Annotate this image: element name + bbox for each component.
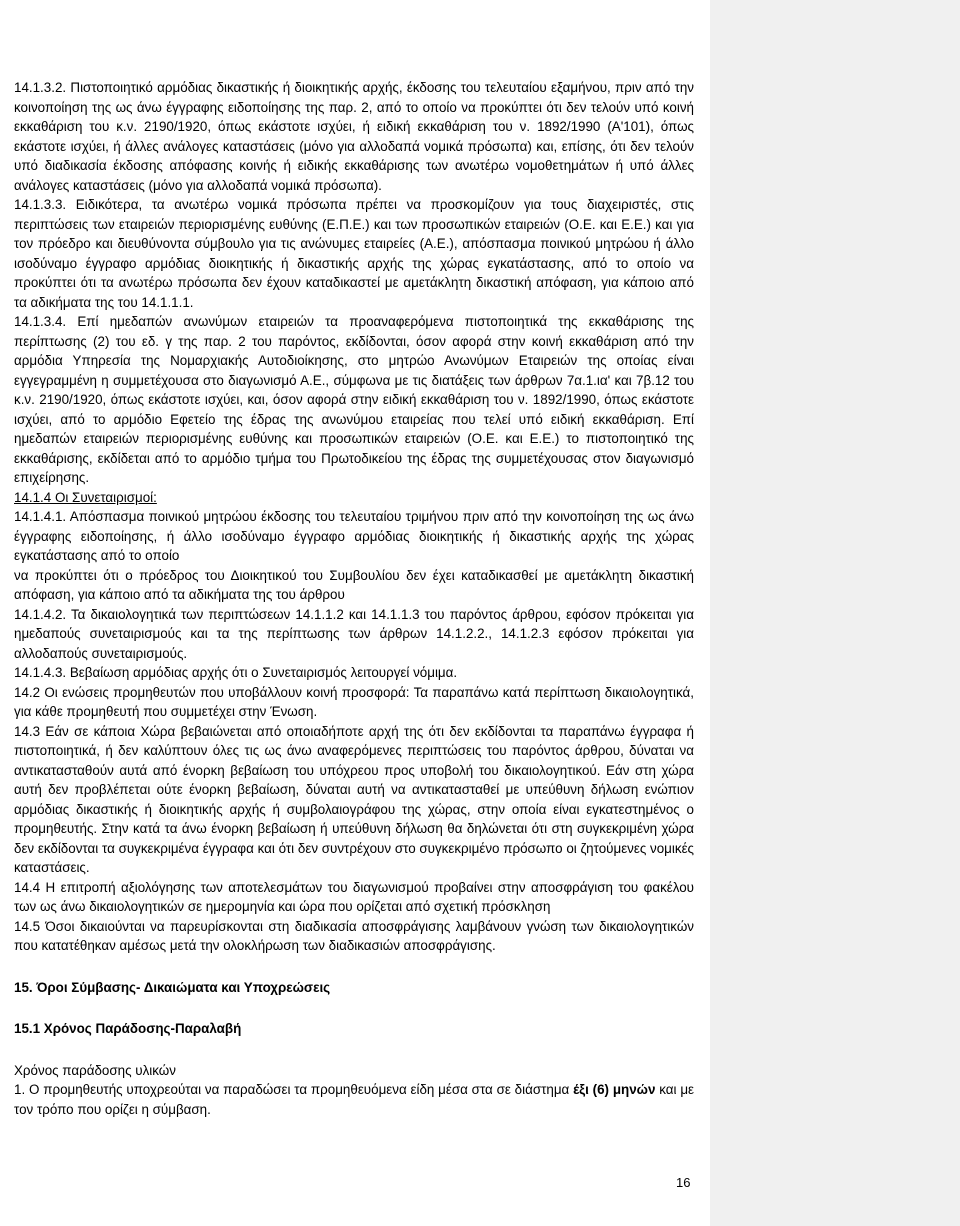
subheading-delivery-time: Χρόνος παράδοσης υλικών — [14, 1062, 176, 1078]
list-item-1-suffix: και με τον τρόπο που ορίζει η σύμβαση. — [14, 1082, 695, 1117]
paragraph-14-1-4-2: 14.1.4.2. Τα δικαιολογητικά των περιπτώσεων 14.1.1.2 και 14.1.1.3 του παρόντος άρθρου, εφόσον πρόκειται για ημεδαπούς συνεταιρισμούς και τα της περίπτωσης των άρθρων 14.1.2.2., 14.1.2.3 εφόσον πρόκειται για αλλοδαπούς συνεταιρισμούς. — [14, 606, 694, 661]
paragraph-14-1-4-1: 14.1.4.1. Απόσπασμα ποινικού μητρώου έκδοσης του τελευταίου τριμήνου πριν από την κοινοποίηση της ως άνω έγγραφης ειδοποίησης, ή άλλο ισοδύναμο έγγραφο αρμόδιας διοικητικής ή δικαστικής αρχής της χώρας εγκατάστασης από το οποίο — [14, 509, 694, 563]
paragraph-14-1-4-3: 14.1.4.3. Βεβαίωση αρμόδιας αρχής ότι ο Συνεταιρισμός λειτουργεί νόμιμα. — [14, 665, 458, 680]
paragraph-14-2: 14.2 Οι ενώσεις προμηθευτών που υποβάλλουν κοινή προσφορά: Τα παραπάνω κατά περίπτωση δικαιολογητικά, για κάθε προμηθευτή που συμμετέχει στην Ένωση. — [14, 684, 694, 719]
list-item-1-text: 1. Ο προμηθευτής υποχρεούται να παραδώσει τα προμηθευόμενα είδη μέσα στα σε διάστημα — [14, 1082, 574, 1097]
paragraph-14-1-3-2: 14.1.3.2. Πιστοποιητικό αρμόδιας δικαστικής ή διοικητικής αρχής, έκδοσης του τελευταίου εξαμήνου, πριν από την κοινοποίηση της ως άνω έγγραφης ειδοποίησης της παρ. 2, από το οποίο να προκύπτει ότι δεν τελούν υπό κοινή εκκαθάριση του κ.ν. 2190/1920, όπως εκάστοτε ισχύει, ή ειδική εκκαθάριση του ν. 1892/1990 (Α'101), όπως εκάστοτε ισχύει, ή άλλες ανάλογες καταστάσεις (μόνο για αλλοδαπά νομικά πρόσωπα) και, επίσης, ότι δεν τελούν υπό διαδικασία έκδοσης απόφασης κοινής ή ειδικής εκκαθάρισης των ανωτέρω νομοθετημάτων ή υπό άλλες ανάλογες καταστάσεις (μόνο για αλλοδαπά νομικά πρόσωπα). — [14, 80, 694, 193]
section-14-1-4-heading: 14.1.4 Οι Συνεταιρισμοί: — [14, 489, 157, 505]
list-item-1 — [14, 1080, 694, 1119]
paragraph-14-1-3-3: 14.1.3.3. Ειδικότερα, τα ανωτέρω νομικά πρόσωπα πρέπει να προσκομίζουν για τους διαχειριστές, στις περιπτώσεις των εταιρειών περιορισμένης ευθύνης (Ε.Π.Ε.) και των προσωπικών εταιρειών (Ο.Ε. και Ε.Ε.) και για τον πρόεδρο και διευθύνοντα σύμβουλο για τις ανώνυμες εταιρείες (Α.Ε.), απόσπασμα ποινικού μητρώου ή άλλο ισοδύναμο έγγραφο αρμόδιας διοικητικής ή δικαστικής αρχής της χώρας εγκατάστασης, από το οποίο να προκύπτει ότι τα ανωτέρω πρόσωπα δεν έχουν καταδικαστεί με αμετάκλητη δικαστική απόφαση, για κάποιο από τα αδικήματα της του 14.1.1.1. — [14, 197, 694, 310]
paragraph-14-4: 14.4 Η επιτροπή αξιολόγησης των αποτελεσμάτων του διαγωνισμού προβαίνει στην αποσφράγιση του φακέλου των ως άνω δικαιολογητικών σε ημερομηνία και ώρα που ορίζεται από σχετική πρόσκληση — [14, 879, 694, 914]
paragraph-14-3: 14.3 Εάν σε κάποια Χώρα βεβαιώνεται από οποιαδήποτε αρχή της ότι δεν εκδίδονται τα παραπάνω έγγραφα ή πιστοποιητικά, ή δεν καλύπτουν όλες τις ως άνω αναφερόμενες περιπτώσεις του παρόντος άρθρου, δύναται να αντικατασταθούν αυτά από ένορκη βεβαίωση του υπόχρεου προς υποβολή του δικαιολογητικού. Εάν στη χώρα αυτή δεν προβλέπεται ούτε ένορκη βεβαίωση, δύναται αυτή να αντικατασταθεί με υπεύθυνη δήλωση ενώπιον αρμόδιας δικαστικής ή διοικητικής αρχής ή συμβολαιογράφου της χώρας, στην οποία είναι εγκατεστημένος ο προμηθευτής. Στην κατά τα άνω ένορκη βεβαίωση ή υπεύθυνη δήλωση θα δηλώνεται ότι στη συγκεκριμένη χώρα δεν εκδίδονται τα συγκεκριμένα έγγραφα και ότι δεν συντρέχουν στο συγκεκριμένο πρόσωπο οι ζητούμενες νομικές καταστάσεις. — [14, 723, 694, 875]
page-number: 16 — [676, 1175, 691, 1190]
document-body — [14, 78, 694, 1119]
list-item-1-months: μηνών — [612, 1082, 656, 1097]
paragraph-14-1-3-4: 14.1.3.4. Επί ημεδαπών ανωνύμων εταιρειών τα προαναφερόμενα πιστοποιητικά της εκκαθάρισης της περίπτωσης (2) του εδ. γ της παρ. 2 του παρόντος, εκδίδονται, όσον αφορά στην κοινή εκκαθάριση από την αρμόδια Υπηρεσία της Νομαρχιακής Αυτοδιοίκησης, στο μητρώο Ανωνύμων Εταιρειών της οποίας είναι εγγεγραμμένη η συμμετέχουσα στο διαγωνισμό Α.Ε., σύμφωνα με τις διατάξεις των άρθρων 7α.1.ια' και 7β.12 του κ.ν. 2190/1920, όπως εκάστοτε ισχύει, και, όσον αφορά στην ειδική εκκαθάριση του ν. 1892/1990, όπως εκάστοτε ισχύει, από το αρμόδιο Εφετείο της έδρας της ανωνύμου εταιρείας που τελεί υπό ειδική εκκαθάριση. Επί ημεδαπών εταιρειών περιορισμένης ευθύνης και προσωπικών εταιρειών (Ο.Ε. και Ε.Ε.) το πιστοποιητικό της εκκαθάρισης, εκδίδεται από το αρμόδιο τμήμα του Πρωτοδικείου της έδρας της συμμετέχουσας στον διαγωνισμό επιχείρησης. — [14, 314, 694, 485]
paragraph-14-5: 14.5 Όσοι δικαιούνται να παρευρίσκονται στη διαδικασία αποσφράγισης λαμβάνουν γνώση των δικαιολογητικών που κατατέθηκαν αμέσως μετά την ολοκλήρωση των διαδικασιών αποσφράγισης. — [14, 918, 694, 953]
comment-margin-pane — [710, 0, 960, 1226]
heading-section-15: 15. Όροι Σύμβασης- Δικαιώματα και Υποχρεώσεις — [14, 979, 331, 995]
paragraph-14-1-4-1-continued: να προκύπτει ότι ο πρόεδρος του Διοικητικού του Συμβουλίου δεν έχει καταδικασθεί με αμετάκλητη δικαστική απόφαση, για κάποιο από τα αδικήματα της του άρθρου — [14, 567, 694, 602]
list-item-1-period: έξι (6) — [573, 1082, 610, 1097]
heading-section-15-1: 15.1 Χρόνος Παράδοσης-Παραλαβή — [14, 1021, 242, 1036]
